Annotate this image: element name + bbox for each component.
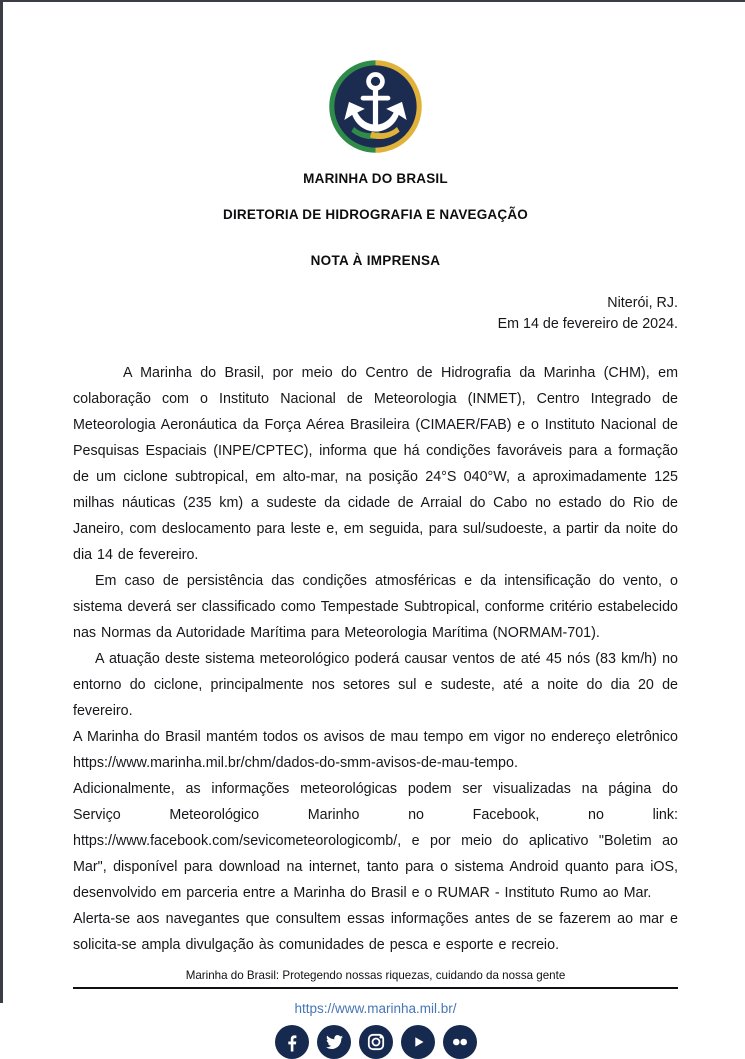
dateline-date: Em 14 de fevereiro de 2024.	[497, 316, 678, 332]
logo-container	[73, 60, 678, 158]
dateline	[73, 293, 678, 335]
org-name-heading: MARINHA DO BRASIL	[303, 171, 448, 186]
dateline-place: Niterói, RJ.	[607, 295, 678, 311]
motto-rule-divider	[73, 987, 678, 989]
body-paragraph-5: Adicionalmente, as informações meteorológicas podem ser visualizadas na página do Serviço Meteorológico Marinho no Facebook, no link: https://www.facebook.com/sevicometeorologicomb/, e por meio do aplicativo "Boletim ao Mar", disponível para download na internet, tanto para o sistema Android quanto para iOS, desenvolvido em parceria entre a Marinha do Brasil e o RUMAR - Instituto Rumo ao Mar.	[73, 781, 678, 901]
body-paragraph-2: Em caso de persistência das condições atmosféricas e da intensificação do vento, o sistema deverá ser classificado como Tempestade Subtropical, conforme critério estabelecido nas Normas da Autoridade Marítima para Meteorologia Marítima (NORMAM-701).	[73, 573, 678, 641]
footer-website-link[interactable]: https://www.marinha.mil.br/	[294, 1001, 457, 1016]
motto-line: Marinha do Brasil: Protegendo nossas riquezas, cuidando da nossa gente	[185, 969, 566, 982]
document-title: NOTA À IMPRENSA	[310, 253, 441, 268]
body-paragraph-4: A Marinha do Brasil mantém todos os avisos de mau tempo em vigor no endereço eletrônico https://www.marinha.mil.br/chm/dados-do-smm-avisos-de-mau-tempo.	[73, 729, 678, 771]
social-icons-row	[73, 1025, 678, 1059]
facebook-icon[interactable]	[275, 1025, 309, 1059]
flickr-icon[interactable]	[443, 1025, 477, 1059]
body-paragraph-3: A atuação deste sistema meteorológico poderá causar ventos de até 45 nós (83 km/h) no entorno do ciclone, principalmente nos setores sul e sudeste, até a noite do dia 20 de fevereiro.	[73, 651, 678, 719]
body-paragraph-1: A Marinha do Brasil, por meio do Centro de Hidrografia da Marinha (CHM), em colaboração com o Instituto Nacional de Meteorologia (INMET), Centro Integrado de Meteorologia Aeronáutica da Força Aérea Brasileira (CIMAER/FAB) e o Instituto Nacional de Pesquisas Espaciais (INPE/CPTEC), informa que há condições favoráveis para a formação de um ciclone subtropical, em alto-mar, na posição 24°S 040°W, a aproximadamente 125 milhas náuticas (235 km) a sudeste da cidade de Arraial do Cabo no estado do Rio de Janeiro, com deslocamento para leste e, em seguida, para sul/sudoeste, a partir da noite do dia 14 de fevereiro.	[73, 365, 678, 563]
body-paragraph-6: Alerta-se aos navegantes que consultem essas informações antes de se fazerem ao mar e solicita-se ampla divulgação às comunidades de pesca e esporte e recreio.	[73, 911, 678, 953]
directorate-heading: DIRETORIA DE HIDROGRAFIA E NAVEGAÇÃO	[223, 207, 528, 222]
body-text	[73, 360, 678, 958]
instagram-icon[interactable]	[359, 1025, 393, 1059]
navy-anchor-logo	[329, 60, 422, 153]
youtube-play-icon[interactable]	[401, 1025, 435, 1059]
twitter-icon[interactable]	[317, 1025, 351, 1059]
